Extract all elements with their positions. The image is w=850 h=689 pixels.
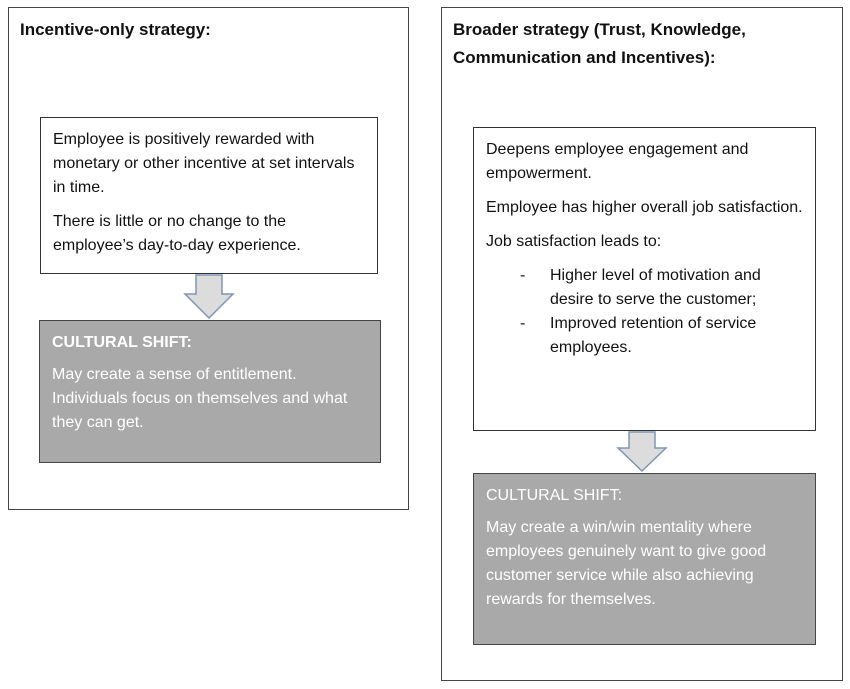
broader-strategy-title-line2: Communication and Incentives): <box>453 48 716 67</box>
incentive-only-title: Incentive-only strategy: <box>20 20 211 39</box>
incentive-cultural-shift-heading: CULTURAL SHIFT: <box>52 334 192 351</box>
incentive-description-box <box>40 117 378 274</box>
list-item <box>486 264 803 312</box>
outcome-retention-text: Improved retention of service employees. <box>550 315 757 356</box>
broader-cultural-shift-box <box>473 473 816 645</box>
incentive-cultural-shift-text: May create a sense of entitlement. Individuals focus on themselves and what they can get. <box>52 366 348 431</box>
broader-cultural-shift-heading: CULTURAL SHIFT: <box>486 487 623 504</box>
engagement-text: Deepens employee engagement and empowerment. <box>486 141 749 182</box>
broader-cultural-shift-text: May create a win/win mentality where employees genuinely want to give good customer service while also achieving rewards for themselves. <box>486 519 767 608</box>
dash-bullet: - <box>520 315 526 332</box>
broader-strategy-title-line1: Broader strategy (Trust, Knowledge, <box>453 20 746 39</box>
incentive-description-text-1: Employee is positively rewarded with monetary or other incentive at set intervals in time. <box>53 131 355 196</box>
down-arrow-icon <box>616 431 668 473</box>
list-item <box>486 312 803 360</box>
outcome-list <box>486 264 803 360</box>
dash-bullet: - <box>520 267 526 284</box>
incentive-description-text-2: There is little or no change to the employee’s day-to-day experience. <box>53 213 301 254</box>
incentive-cultural-shift-box <box>39 320 381 463</box>
broader-strategy-description-box <box>473 127 816 431</box>
down-arrow-icon <box>183 274 235 320</box>
job-satisfaction-leads-text: Job satisfaction leads to: <box>486 233 662 250</box>
outcome-motivation-text: Higher level of motivation and desire to serve the customer; <box>550 267 761 308</box>
job-satisfaction-text: Employee has higher overall job satisfaction. <box>486 199 803 216</box>
